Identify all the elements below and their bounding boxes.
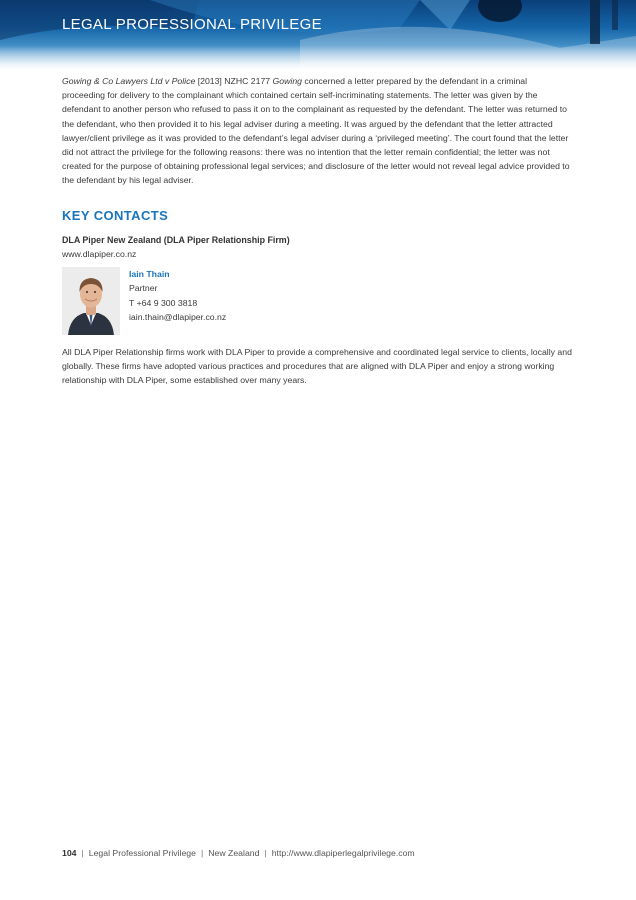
footer-country: New Zealand (208, 848, 260, 858)
case-text: concerned a letter prepared by the defendant in a criminal proceeding for delivery to the complainant which contained certain self-incriminating statements. The letter was given by the defendant to another person who refused to pass it on to the complainant as requested by the defendant. The letter was returned to the defendant, who then provided it to his legal adviser during a meeting. It was argued by the defendant that the letter attracted lawyer/client privilege as it was provided to the defendant’s legal adviser during a ‘privileged meeting’. The court found that the letter did not attract the privilege for the following reasons: there was no intention that the letter remain confidential; the letter was not created for the purpose of obtaining professional legal services; and disclosure of the letter would not reveal legal advice provided to the defendant by his legal adviser. (62, 76, 570, 186)
footer-separator: | (81, 848, 84, 858)
main-content (62, 74, 572, 387)
footer-url-link[interactable]: http://www.dlapiperlegalprivilege.com (271, 848, 415, 858)
relationship-note: All DLA Piper Relationship firms work with DLA Piper to provide a comprehensive and coordinated legal service to clients, locally and globally. These firms have adopted various practices and procedures that are aligned with DLA Piper and enjoy a strong working relationship with DLA Piper, some established over many years. (62, 346, 572, 386)
contact-phone: T +64 9 300 3818 (129, 297, 198, 308)
case-paragraph (62, 74, 572, 188)
key-contacts-heading: KEY CONTACTS (62, 207, 169, 223)
firm-name: DLA Piper New Zealand (DLA Piper Relationship Firm) (62, 234, 290, 245)
footer-separator: | (200, 848, 204, 858)
contact-details (129, 267, 226, 335)
firm-website-link[interactable]: www.dlapiper.co.nz (62, 248, 137, 259)
footer-separator: | (264, 848, 267, 858)
page-title: LEGAL PROFESSIONAL PRIVILEGE (62, 16, 322, 33)
person-photo-icon (62, 267, 120, 335)
contact-name: Iain Thain (129, 268, 170, 279)
page-number: 104 (62, 848, 77, 858)
case-citation: [2013] NZHC 2177 (195, 76, 273, 86)
banner-fade (0, 46, 636, 72)
contact-photo (62, 267, 120, 335)
contact-role: Partner (129, 283, 158, 294)
case-name: Gowing & Co Lawyers Ltd v Police (62, 76, 196, 86)
footer-section: Legal Professional Privilege (88, 848, 196, 858)
case-short-name: Gowing (272, 76, 303, 86)
contact-email-link[interactable]: iain.thain@dlapiper.co.nz (129, 312, 227, 323)
contact-card (62, 267, 572, 335)
header-banner (0, 0, 636, 72)
page-footer (62, 848, 415, 858)
